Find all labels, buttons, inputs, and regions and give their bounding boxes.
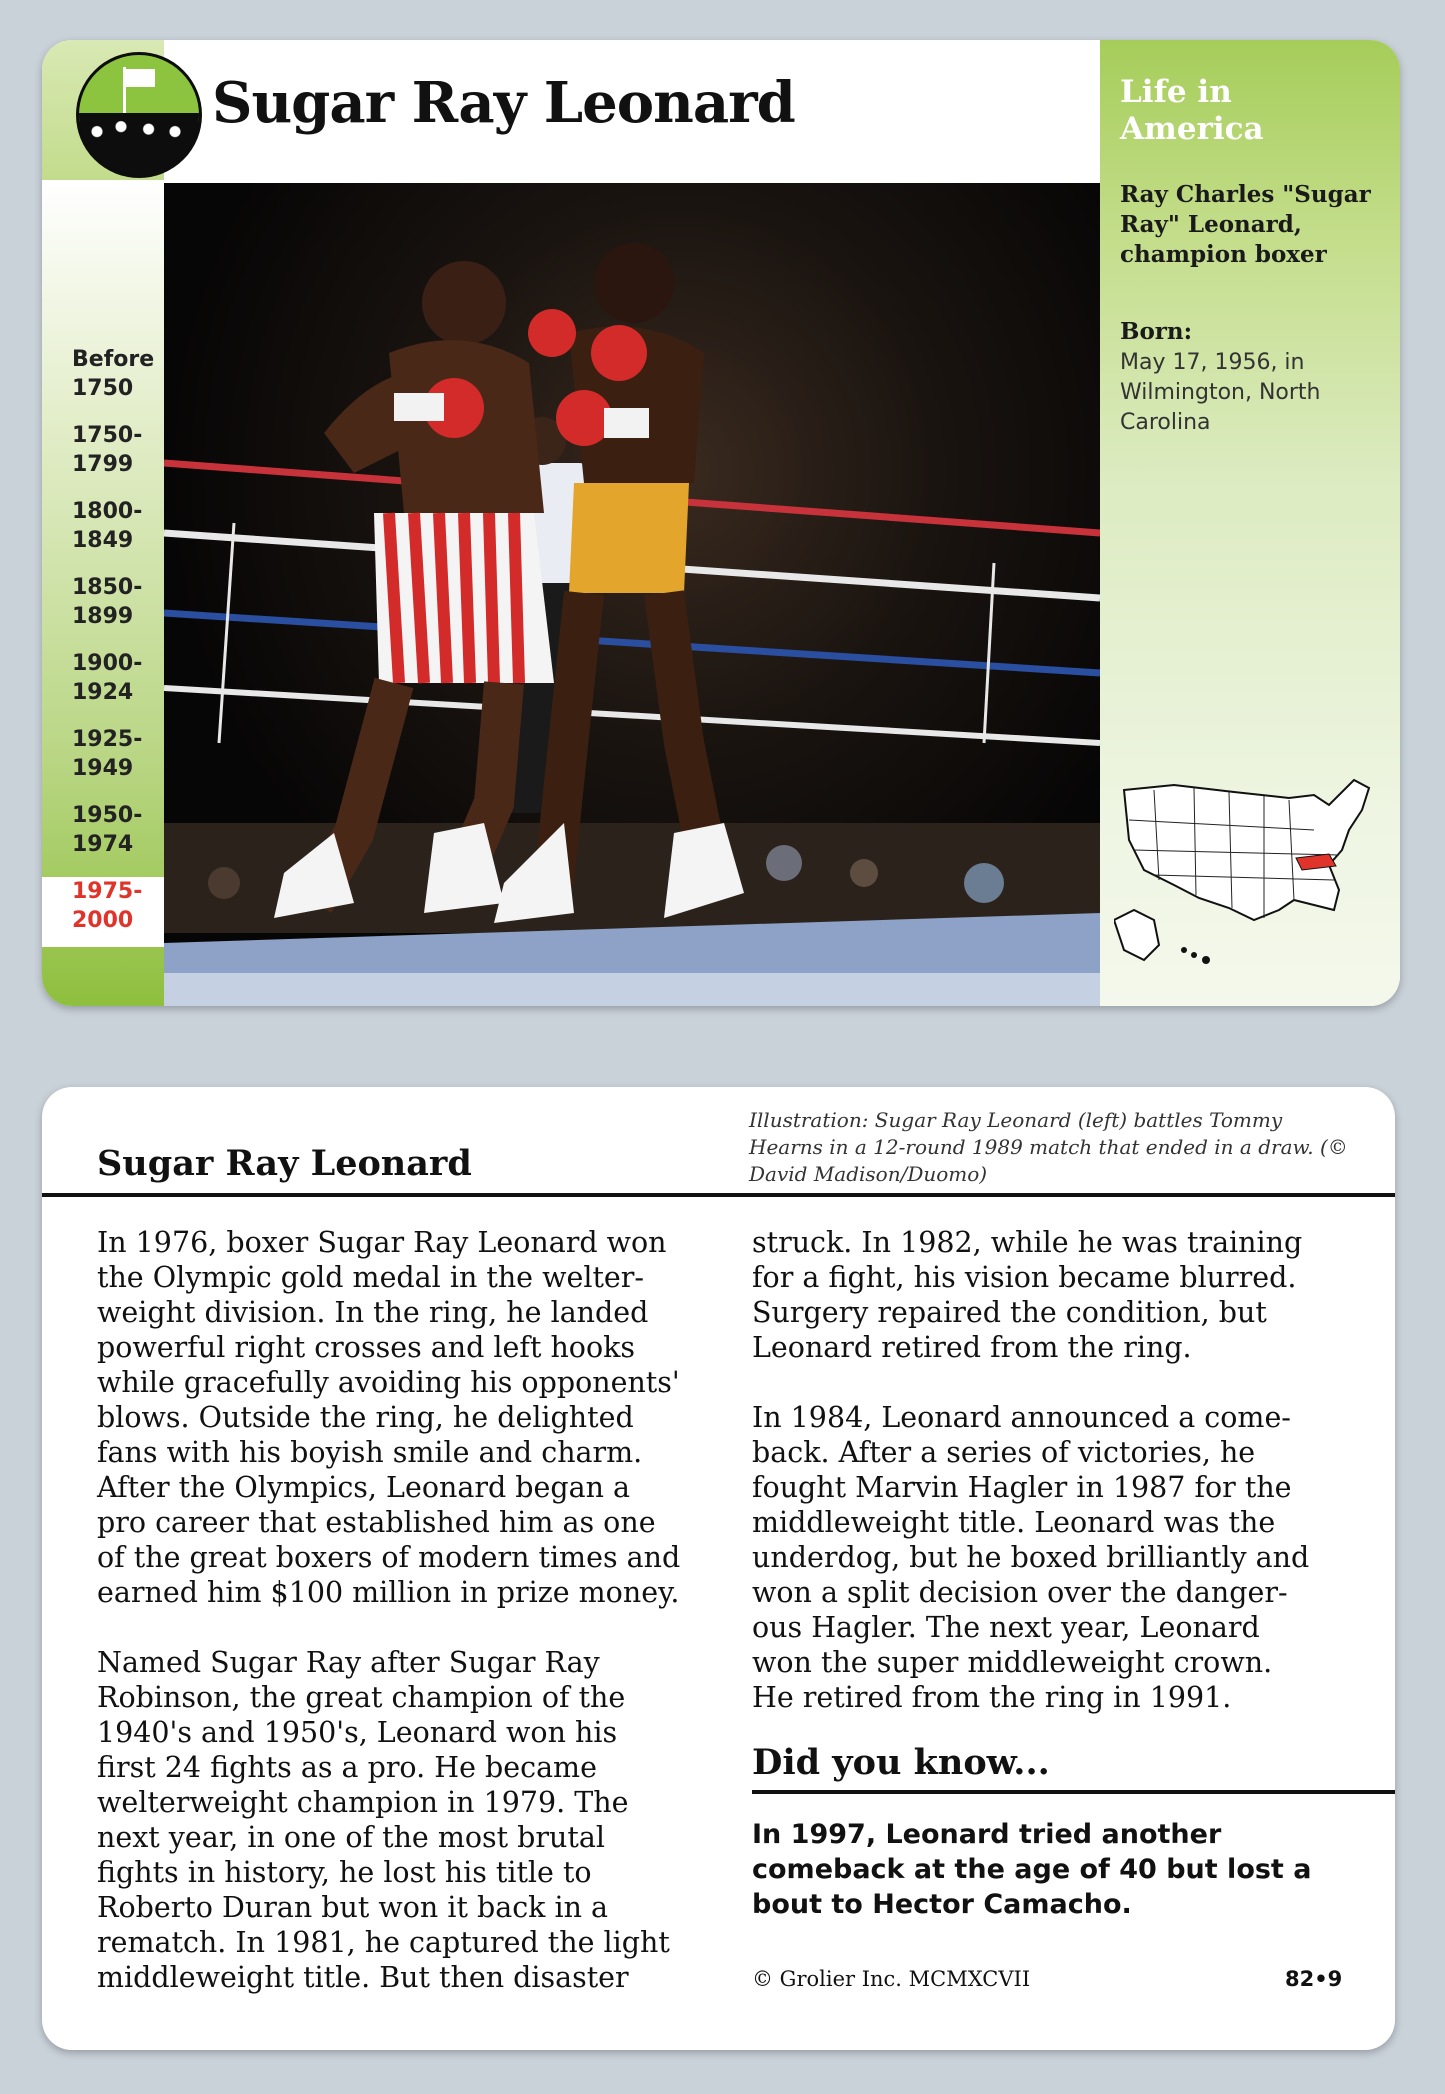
back-title: Sugar Ray Leonard bbox=[97, 1143, 472, 1184]
copyright-notice: © Grolier Inc. MCMXCVII bbox=[752, 1967, 1031, 1991]
born-label: Born: bbox=[1120, 318, 1193, 345]
header-divider bbox=[42, 1193, 1395, 1197]
text-column-right bbox=[752, 1225, 1362, 1750]
era-1950-1974[interactable]: 1950- 1974 bbox=[72, 803, 143, 857]
back-card bbox=[42, 1087, 1395, 2050]
era-1925-1949[interactable]: 1925- 1949 bbox=[72, 727, 143, 781]
card-number: 82•9 bbox=[1285, 1967, 1343, 1991]
era-1800-1849[interactable]: 1800- 1849 bbox=[72, 499, 143, 553]
era-1900-1924[interactable]: 1900- 1924 bbox=[72, 651, 143, 705]
era-timeline bbox=[42, 345, 164, 947]
card-title: Sugar Ray Leonard bbox=[212, 70, 795, 136]
crowd-flag-logo-icon bbox=[76, 52, 202, 178]
era-1750-1799[interactable]: 1750- 1799 bbox=[72, 423, 143, 477]
front-card bbox=[42, 40, 1400, 1006]
born-value: May 17, 1956, in Wilmington, North Carolina bbox=[1120, 350, 1321, 435]
category-label: Life in America bbox=[1120, 74, 1264, 147]
era-1850-1899[interactable]: 1850- 1899 bbox=[72, 575, 143, 629]
body-paragraph: struck. In 1982, while he was training for a fight, his vision became blurred. Surgery repaired the condition, but Leonard retired from the ring. bbox=[752, 1226, 1303, 1364]
did-you-know-text: In 1997, Leonard tried another comeback at the age of 40 but lost a bout to Hector Camacho. bbox=[752, 1819, 1312, 1920]
boxing-match-photo bbox=[164, 183, 1100, 1006]
us-map-icon bbox=[1114, 770, 1384, 970]
body-paragraph: Named Sugar Ray after Sugar Ray Robinson, the great champion of the 1940's and 1950's, Leonard won his first 24 fights as a pro. He became welterweight champion in 1979. The next year, in one of the most brutal fights in history, he lost his title to Roberto Duran but won it back in a rematch. In 1981, he captured the light middleweight title. But then disaster bbox=[97, 1646, 670, 1994]
did-you-know-divider bbox=[752, 1790, 1395, 1794]
did-you-know-heading: Did you know... bbox=[752, 1742, 1050, 1783]
era-before-1750[interactable]: Before 1750 bbox=[72, 347, 155, 401]
text-column-left bbox=[97, 1225, 717, 2030]
info-sidebar bbox=[1100, 40, 1400, 1006]
photo-caption: Illustration: Sugar Ray Leonard (left) battles Tommy Hearns in a 12-round 1989 match that ended in a draw. (© David Madison/Duomo) bbox=[749, 1108, 1348, 1186]
boxing-scene-illustration bbox=[164, 183, 1100, 1006]
body-paragraph: In 1976, boxer Sugar Ray Leonard won the Olympic gold medal in the welter- weight division. In the ring, he landed powerful right crosses and left hooks while gracefully avoiding his opponents' blows. Outside the ring, he delighted fans with his boyish smile and charm. After the Olympics, Leonard began a pro career that established him as one of the great boxers of modern times and earned him $100 million in prize money. bbox=[97, 1226, 681, 1609]
era-1975-2000-active[interactable]: 1975- 2000 bbox=[42, 877, 164, 947]
body-paragraph: In 1984, Leonard announced a come- back. After a series of victories, he fought Marvin Hagler in 1987 for the middleweight title. Leonard was the underdog, but he boxed brilliantly and won a split decision over the danger- ous Hagler. The next year, Leonard won the super middleweight crown. He retired from the ring in 1991. bbox=[752, 1401, 1310, 1714]
subject-full-name: Ray Charles "Sugar Ray" Leonard, champion boxer bbox=[1120, 181, 1371, 268]
